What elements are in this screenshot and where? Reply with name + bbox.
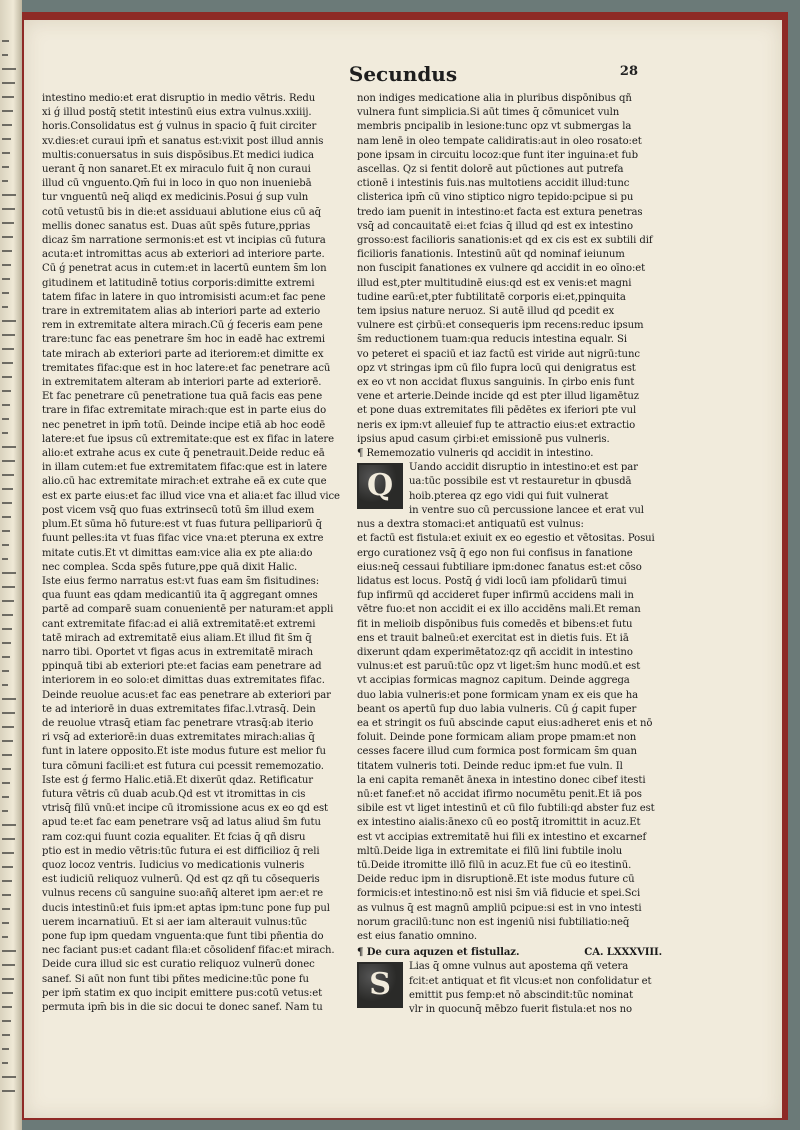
facing-page-text-fragment bbox=[2, 992, 13, 994]
text-line: horis.Consolidatus est ǵ vulnus in spacio q̄ fuit circiter bbox=[42, 121, 317, 133]
text-line: vlr in quocunq̄ mēbzo fuerit fistula:et nos no bbox=[409, 1004, 633, 1015]
facing-page-text-fragment bbox=[2, 670, 9, 672]
facing-page-text-fragment bbox=[2, 418, 9, 420]
facing-page-text-fragment bbox=[2, 754, 12, 756]
text-line: nec faciant pus:et cadant fila:et cōsolidenf fifac:et mirach. bbox=[42, 945, 335, 957]
running-head: Secundus bbox=[348, 62, 458, 86]
facing-page-text-fragment bbox=[2, 404, 10, 406]
facing-page-text-fragment bbox=[2, 166, 9, 168]
text-line: gitudinem et latitudinē totius corporis:dimitte extremi bbox=[42, 277, 315, 289]
text-line: trare:tunc fac eas penetrare s̄m hoc in eadē hac extremi bbox=[42, 334, 326, 346]
text-line: ipsius apud casum çirbi:et emissionē pus vulneris. bbox=[357, 433, 610, 445]
text-line: post vicem vsq̄ quo fuas extrinsecū totū s̄m illud exem bbox=[42, 504, 315, 516]
facing-page-text-fragment bbox=[2, 250, 12, 252]
text-line: tem ipsius nature neruoz. Si autē illud qd pcedit ex bbox=[357, 306, 615, 318]
text-line: in ventre suo cū percussione lancee et erat vul bbox=[409, 504, 644, 516]
text-line: Lias q̄ omne vulnus aut apostema qñ vetera bbox=[409, 961, 629, 973]
text-line: fup infirmū qd accideret fuper infirmū accidens mali in bbox=[357, 590, 634, 602]
facing-page-text-fragment bbox=[2, 628, 12, 630]
chapter-title: De cura aquzen et fistullaz. bbox=[366, 947, 520, 959]
facing-page-text-fragment bbox=[2, 82, 15, 84]
facing-page-text-fragment bbox=[2, 320, 16, 322]
facing-page-text-fragment bbox=[2, 586, 15, 588]
facing-page-text-fragment bbox=[2, 782, 10, 784]
text-line: fcit:et antiquat et fit vlcus:et non confolidatur et bbox=[409, 975, 652, 987]
text-line: acuta:et intromittas acus ab exteriori ad interiore parte. bbox=[42, 249, 325, 261]
facing-page-text-fragment bbox=[2, 894, 11, 896]
facing-page-text-fragment bbox=[2, 194, 16, 196]
facing-page-text-fragment bbox=[2, 1006, 12, 1008]
facing-page-text-fragment bbox=[2, 138, 11, 140]
facing-page-text-fragment bbox=[2, 110, 13, 112]
decorated-initial-q: Q bbox=[357, 463, 403, 509]
text-line: ua:tūc possibile est vt restauretur in qbusdā bbox=[409, 476, 632, 488]
facing-page-text-fragment bbox=[2, 614, 13, 616]
text-line: intestino medio:et erat disruptio in medio vētris. Redu bbox=[42, 93, 316, 104]
text-line: vt accipias formicas magnoz capitum. Deinde aggrega bbox=[357, 675, 630, 687]
text-line: qua fuunt eas qdam medicantiū ita q̄ aggregant omnes bbox=[42, 590, 318, 602]
text-line: multis:conuersatus in suis dispōsibus.Et medici iudica bbox=[42, 149, 314, 161]
facing-page-text-fragment bbox=[2, 950, 16, 952]
text-line: alio.cū hac extremitate mirach:et extrahe eā ex cute que bbox=[42, 476, 327, 488]
text-line: est iudiciū reliquoz vulnerū. Qd est qz qñ tu cōsequeris bbox=[42, 874, 320, 886]
facing-page-text-fragment bbox=[2, 978, 14, 980]
text-line: nus a dextra stomaci:et antiquatū est vulnus: bbox=[357, 519, 584, 531]
facing-page-text-fragment bbox=[2, 796, 9, 798]
text-line: cotū vetustū bis in die:et assiduaui ablutione eius cū aq̄ bbox=[42, 206, 322, 218]
text-line: quoz locoz ventris. Iudicius vo medicationis vulneris bbox=[42, 859, 305, 871]
text-line: nam lenē in oleo tempate calidiratis:aut in oleo rosato:et bbox=[357, 135, 642, 147]
text-line: tū.Deide itromitte illō filū in acuz.Et fue cū eo itestinū. bbox=[357, 859, 632, 871]
text-line: clisterica ipm̄ cū vino stiptico nigro tepido:pcipue si pu bbox=[357, 192, 634, 204]
facing-page-text-fragment bbox=[2, 502, 12, 504]
text-line: non fuscipit fanationes ex vulnere qd accidit in eo oīno:et bbox=[357, 263, 646, 275]
text-line: ascellas. Qz si fentit dolorē aut pūctiones aut putrefa bbox=[357, 164, 624, 176]
text-line: Cū ǵ penetrat acus in cutem:et in lacertū euntem s̄m lon bbox=[42, 263, 327, 275]
text-line: ri vsq̄ ad exteriorē:in duas extremitates mirach:alias q̄ bbox=[42, 732, 315, 744]
facing-page-text-fragment bbox=[2, 1076, 16, 1078]
facing-page-text-fragment bbox=[2, 208, 15, 210]
text-line: tura cōmuni facili:et est futura cui pcessit rememozatio. bbox=[42, 760, 324, 772]
text-line: pone ipsam in circuitu locoz:que funt iter inguina:et fub bbox=[357, 149, 638, 161]
text-line: per ipm̄ statim ex quo incipit emittere pus:cotū vetus:et bbox=[42, 987, 323, 999]
text-line: apud te:et fac eam penetrare vsq̄ ad latus aliud s̄m futu bbox=[42, 817, 321, 829]
text-line: opz vt stringas ipm cū filo fupra locū qui denigratus est bbox=[357, 362, 636, 374]
text-line: ergo curationez vsq̄ q̄ ego non fui confisus in fanatione bbox=[357, 547, 633, 559]
text-line: duo labia vulneris:et pone formicam ynam ex eis que ha bbox=[357, 689, 639, 701]
text-line: ducis intestinū:et fuis ipm:et aptas ipm:tunc pone fup pul bbox=[42, 902, 330, 914]
facing-page-text-fragment bbox=[2, 334, 15, 336]
facing-page-text-fragment bbox=[2, 362, 13, 364]
text-line: vulnera funt simplicia.Si aūt times q̄ cōmunicet vuln bbox=[357, 107, 620, 119]
facing-page-text-fragment bbox=[2, 1020, 11, 1022]
text-line: rem in extremitate altera mirach.Cū ǵ feceris eam pene bbox=[42, 320, 323, 332]
facing-page-text-fragment bbox=[2, 278, 10, 280]
text-line: ens et trauit balneū:et exercitat est in dietis fuis. Et iā bbox=[357, 632, 629, 644]
text-line: trare in extremitatem alias ab interiori parte ad exterio bbox=[42, 306, 321, 318]
text-line: xi ǵ illud postq̄ stetit intestinū eius extra vulnus.xxiiij. bbox=[42, 107, 312, 119]
facing-page-text-fragment bbox=[2, 936, 8, 938]
text-line: ppinquā tibi ab exteriori pte:et facias eam penetrare ad bbox=[42, 661, 322, 673]
text-line: titatem vulneris toti. Deinde reduc ipm:et fue vuln. Il bbox=[357, 760, 623, 772]
facing-page-text-fragment bbox=[2, 600, 14, 602]
facing-page-text-fragment bbox=[2, 740, 13, 742]
facing-page-text-fragment bbox=[2, 684, 8, 686]
text-line: ex eo vt non accidat fluxus sanguinis. In çirbo enis funt bbox=[357, 377, 635, 389]
decorated-initial-s: S bbox=[357, 962, 403, 1008]
facing-page-text-fragment bbox=[2, 726, 14, 728]
text-line: futura vētris cū duab acub.Qd est vt itromittas in cis bbox=[42, 788, 306, 800]
facing-page-text-fragment bbox=[2, 824, 16, 826]
text-line: beant os apertū fup duo labia vulneris. Cū ǵ capit fuper bbox=[357, 703, 637, 715]
chapter-number: CA. LXXXVIII. bbox=[584, 947, 662, 959]
text-line: Deinde reuolue acus:et fac eas penetrare ab exteriori par bbox=[42, 689, 331, 701]
facing-page-text-fragment bbox=[2, 460, 15, 462]
text-line: vsq̄ ad concauitatē ei:et fcias q̄ illud qd est ex intestino bbox=[357, 220, 633, 232]
facing-page-text-fragment bbox=[2, 810, 8, 812]
text-line: te ad interiorē in duas extremitates fifac.l.vtrasq̄. Dein bbox=[42, 703, 316, 715]
text-line: mltū.Deide liga in extremitate ei filū lini fubtile inolu bbox=[357, 845, 623, 857]
text-line: uerant q̄ non sanaret.Et ex miraculo fuit q̄ non curaui bbox=[42, 164, 311, 176]
text-line: fuunt pelles:ita vt fuas fifac vice vna:et pteruna ex extre bbox=[42, 533, 324, 545]
text-line: dicaz s̄m narratione sermonis:et est vt incipias cū futura bbox=[42, 235, 326, 247]
text-line: narro tibi. Oportet vt figas acus in extremitatē mirach bbox=[42, 646, 314, 658]
book-page bbox=[24, 20, 782, 1118]
facing-page-text-fragment bbox=[2, 488, 13, 490]
text-line: ficilioris fanationis. Intestinū aūt qd nominaf ieiunum bbox=[357, 249, 625, 261]
facing-page-text-fragment bbox=[2, 222, 14, 224]
text-line: alio:et extrahe acus ex cute q̄ penetrauit.Deide reduc eā bbox=[42, 448, 325, 460]
facing-page-text-fragment bbox=[2, 572, 16, 574]
text-line: neris ex ipm:vt alleuief fup te attractio eius:et extractio bbox=[357, 419, 636, 431]
facing-page-text-fragment bbox=[2, 698, 16, 700]
text-line: nū:et fanef:et nō accidat ifirmo nocumētu penit.Et iā pos bbox=[357, 788, 642, 800]
text-line: ptio est in medio vētris:tūc futura ei est difficilioz q̄ reli bbox=[42, 845, 320, 857]
text-line: pone fup ipm quedam vnguenta:que funt tibi pñentia do bbox=[42, 930, 324, 942]
facing-page-text-fragment bbox=[2, 306, 8, 308]
text-line: cant extremitate fifac:ad ei aliā extremitatē:et extremi bbox=[42, 618, 316, 630]
facing-page-text-fragment bbox=[2, 264, 11, 266]
facing-page-text-fragment bbox=[2, 432, 8, 434]
text-line: vo peteret ei spaciū et iaz factū est viride aut nigrū:tunc bbox=[357, 348, 640, 360]
text-line: et factū est fistula:et exiuit ex eo egestio et vētositas. Posui bbox=[357, 533, 655, 545]
facing-page-text-fragment bbox=[2, 516, 11, 518]
facing-page-text-fragment bbox=[2, 390, 11, 392]
text-line: tate mirach ab exteriori parte ad iteriorem:et dimitte ex bbox=[42, 348, 324, 360]
text-line: tremitates fifac:que est in hoc latere:et fac penetrare acū bbox=[42, 362, 331, 374]
text-line: formicis:et intestino:nō est nisi s̄m viā fiducie et spei.Sci bbox=[357, 888, 641, 900]
text-line: Deide cura illud sic est curatio reliquoz vulnerū donec bbox=[42, 959, 315, 971]
facing-page-text-fragment bbox=[2, 530, 10, 532]
text-line: Iste eius fermo narratus est:vt fuas eam s̄m fisitudines: bbox=[42, 575, 320, 587]
text-line: fit in melioib dispōnibus fuis comedēs et bibens:et futu bbox=[357, 618, 633, 630]
text-line: emittit pus femp:et nō abscindit:tūc nominat bbox=[409, 989, 634, 1001]
section-body bbox=[357, 461, 662, 944]
text-line: est vt accipias extremitatē hui fili ex intestino et excarnef bbox=[357, 831, 647, 843]
text-line: est ex parte eius:et fac illud vice vna et alia:et fac illud vice bbox=[42, 490, 340, 502]
text-line: Et fac penetrare cū penetratione tua quā facis eas pene bbox=[42, 391, 323, 403]
text-line: tur vnguentū neq̄ aliqd ex medicinis.Posui ǵ sup vuln bbox=[42, 192, 309, 204]
facing-page-text-fragment bbox=[2, 768, 11, 770]
text-line: grosso:est facilioris sanationis:et qd ex cis est ex subtili dif bbox=[357, 235, 653, 247]
text-line: dixerunt qdam experimētatoz:qz qñ accidit in intestino bbox=[357, 646, 633, 658]
text-line: ram coz:qui fuunt cozia equaliter. Et fcias q̄ qñ disru bbox=[42, 831, 306, 843]
text-line: tatem fifac in latere in quo intromisisti acum:et fac pene bbox=[42, 291, 326, 303]
facing-page-text-fragment bbox=[2, 180, 8, 182]
chapter-body bbox=[357, 960, 662, 1017]
text-line: Deide reduc ipm in disruptionē.Et iste modus future cū bbox=[357, 874, 635, 886]
facing-page-text-fragment bbox=[2, 1048, 9, 1050]
text-line: mellis donec sanatus est. Duas aūt spēs future,pprias bbox=[42, 220, 311, 232]
text-line: illud est,pter multitudinē eius:qd est ex venis:et magni bbox=[357, 277, 632, 289]
text-line: sanef. Si aūt non funt tibi pñtes medicine:tūc pone fu bbox=[42, 973, 309, 985]
right-column-top bbox=[357, 92, 662, 447]
text-line: tatē mirach ad extremitatē eius aliam.Et illud fit s̄m q̄ bbox=[42, 632, 312, 644]
text-line: lidatus est locus. Postq̄ ǵ vidi locū iam pfolidarū timui bbox=[357, 575, 627, 587]
text-line: xv.dies:et curaui ipm̄ et sanatus est:vixit post illud annis bbox=[42, 135, 324, 147]
facing-page-text-fragment bbox=[2, 1090, 15, 1092]
text-line: mitate cutis.Et vt dimittas eam:vice alia ex pte alia:do bbox=[42, 547, 313, 559]
facing-page-text-fragment bbox=[2, 96, 14, 98]
facing-page-text-fragment bbox=[2, 152, 10, 154]
text-line: cesses facere illud cum formica post formicam s̄m quan bbox=[357, 746, 637, 758]
facing-page-text-fragment bbox=[2, 880, 12, 882]
text-line: et pone duas extremitates fili pēdētes ex iferiori pte vul bbox=[357, 405, 637, 417]
text-line: partē ad comparē suam conuenientē per naturam:et appli bbox=[42, 604, 334, 616]
facing-page-edge bbox=[0, 0, 22, 1130]
text-line: s̄m reductionem tuam:qua reducis intestina equalr. Si bbox=[357, 334, 627, 346]
text-line: illud cū vnguento.Qm̄ fui in loco in quo non inueniebā bbox=[42, 178, 312, 190]
text-line: vene et arterie.Deinde incide qd est pter illud ligamētuz bbox=[357, 391, 639, 403]
facing-page-text-fragment bbox=[2, 474, 14, 476]
text-line: latere:et fue ipsus cū extremitate:que est ex fifac in latere bbox=[42, 433, 335, 445]
text-line: ex intestino aialis:ānexo cū eo postq̄ itromittit in acuz.Et bbox=[357, 817, 641, 829]
text-line: uerem incarnatiuū. Et si aer iam alterauit vulnus:tūc bbox=[42, 916, 307, 928]
text-line: Iste est ǵ fermo Halic.etiā.Et dixerūt qdaz. Retificatur bbox=[42, 774, 314, 786]
text-line: as vulnus q̄ est magnū ampliū pcipue:si est in vno intesti bbox=[357, 902, 642, 914]
text-line: vētre fuo:et non accidit ei ex illo accidēns mali.Et reman bbox=[357, 604, 641, 616]
text-line: interiorem in eo solo:et dimittas duas extremitates fifac. bbox=[42, 675, 325, 687]
text-line: ea et stringit os fuū abscinde caput eius:adheret enis et nō bbox=[357, 717, 653, 729]
text-line: eius:neq̄ cessaui fubtiliare ipm:donec fanatus est:et cōso bbox=[357, 561, 642, 573]
text-line: nec complea. Scda spēs future,ppe quā dixit Halic. bbox=[42, 561, 298, 573]
facing-page-text-fragment bbox=[2, 656, 10, 658]
facing-page-text-fragment bbox=[2, 642, 11, 644]
facing-page-text-fragment bbox=[2, 866, 13, 868]
facing-page-text-fragment bbox=[2, 908, 10, 910]
text-line: de reuolue vtrasq̄ etiam fac penetrare vtrasq̄:ab iterio bbox=[42, 717, 314, 729]
text-line: nec penetret in ipm̄ totū. Deinde incipe etiā ab hoc eodē bbox=[42, 419, 326, 431]
text-line: vulnus recens cū sanguine suo:añq̄ alteret ipm aer:et re bbox=[42, 888, 323, 900]
facing-page-text-fragment bbox=[2, 964, 15, 966]
text-line: tredo iam puenit in intestino:et facta est extura penetras bbox=[357, 206, 643, 218]
section-heading: ¶ Rememozatio vulneris qd accidit in intestino. bbox=[357, 448, 594, 460]
facing-page-text-fragment bbox=[2, 446, 16, 448]
facing-page-text-fragment bbox=[2, 544, 9, 546]
right-column bbox=[357, 92, 662, 1017]
text-line: funt in latere opposito.Et iste modus future est melior fu bbox=[42, 746, 326, 758]
text-line: permuta ipm̄ bis in die sic docui te donec sanef. Nam tu bbox=[42, 1002, 323, 1013]
facing-page-text-fragment bbox=[2, 558, 8, 560]
facing-page-text-fragment bbox=[2, 922, 9, 924]
facing-page-text-fragment bbox=[2, 376, 12, 378]
facing-page-text-fragment bbox=[2, 236, 13, 238]
text-line: ctionē i intestinis fuis.nas multotiens accidit illud:tunc bbox=[357, 178, 630, 190]
facing-page-text-fragment bbox=[2, 1062, 8, 1064]
text-line: sibile est vt liget intestinū et cū filo fubtili:qd abster fuz est bbox=[357, 803, 655, 815]
facing-page-text-fragment bbox=[2, 712, 15, 714]
facing-page-text-fragment bbox=[2, 838, 15, 840]
text-line: tudine earū:et,pter fubtilitatē corporis ei:et,ppinquita bbox=[357, 291, 626, 303]
text-line: in illam cutem:et fue extremitatem fifac:que est in latere bbox=[42, 462, 327, 474]
chapter-heading: ¶ De cura aquzen et fistullaz. CA. LXXXVIII. bbox=[357, 946, 662, 960]
text-line: Uando accidit disruptio in intestino:et est par bbox=[409, 462, 638, 474]
text-line: membris pncipalib in lesione:tunc opz vt submergas la bbox=[357, 121, 632, 133]
facing-page-text-fragment bbox=[2, 40, 9, 42]
text-line: est eius fanatio omnino. bbox=[357, 930, 477, 942]
folio-number: 28 bbox=[619, 64, 638, 79]
facing-page-text-fragment bbox=[2, 124, 12, 126]
facing-page-text-fragment bbox=[2, 348, 14, 350]
facing-page-text-fragment bbox=[2, 1034, 10, 1036]
section-heading-text: Rememozatio vulneris qd accidit in intestino. bbox=[366, 448, 594, 460]
text-line: in extremitatem alteram ab interiori parte ad exteriorē. bbox=[42, 377, 322, 389]
facing-page-text-fragment bbox=[2, 54, 8, 56]
text-line: norum gracilū:tunc non est ingeniū nisi fubtiliatio:neq̄ bbox=[357, 916, 630, 928]
left-column bbox=[42, 92, 347, 1015]
facing-page-text-fragment bbox=[2, 68, 16, 70]
text-line: la eni capita remanēt ānexa in intestino donec cibef itesti bbox=[357, 774, 646, 786]
text-line: plum.Et sūma hō future:est vt fuas futura pellipariorū q̄ bbox=[42, 519, 322, 531]
text-line: vtrisq̄ filū vnū:et incipe cū itromissione acus ex eo qd est bbox=[42, 803, 328, 815]
text-line: non indiges medicatione alia in pluribus dispōnibus qñ bbox=[357, 93, 632, 104]
facing-page-text-fragment bbox=[2, 292, 9, 294]
text-line: foluit. Deinde pone formicam aliam prope pmam:et non bbox=[357, 732, 637, 744]
facing-page-text-fragment bbox=[2, 852, 14, 854]
text-line: hoib.pterea qz ego vidi qui fuit vulnerat bbox=[409, 490, 609, 502]
text-line: trare in fifac extremitate mirach:que est in parte eius do bbox=[42, 405, 327, 417]
text-line: vulnere est çirbū:et consequeris ipm recens:reduc ipsum bbox=[357, 320, 644, 332]
text-line: vulnus:et est paruū:tūc opz vt liget:s̄m hunc modū.et est bbox=[357, 661, 641, 673]
